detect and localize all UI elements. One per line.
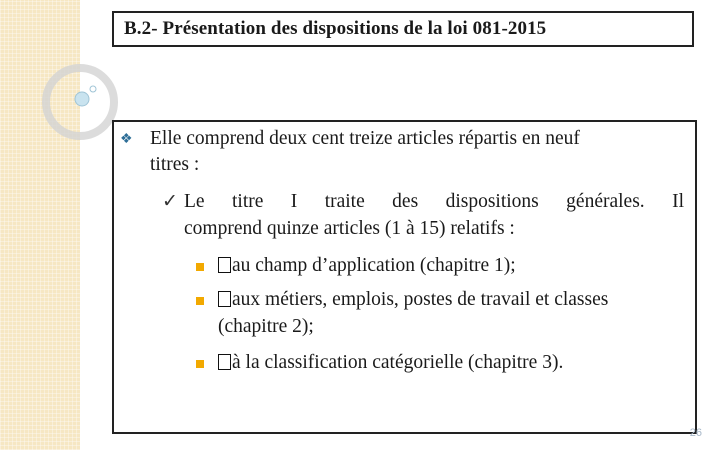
list-item-1-text: au champ d’application (chapitre 1); bbox=[232, 255, 516, 276]
list-item-1 bbox=[218, 254, 516, 278]
word: traite bbox=[324, 191, 365, 212]
subpoint-line-2: comprend quinze articles (1 à 15) relatifs : bbox=[184, 218, 515, 239]
list-item-3-text: à la classification catégorielle (chapitre 3). bbox=[232, 352, 564, 373]
square-bullet-icon bbox=[196, 297, 204, 305]
page-number: 26 bbox=[689, 427, 702, 439]
word: I bbox=[290, 191, 298, 212]
slide-title: B.2- Présentation des dispositions de la loi 081-2015 bbox=[124, 18, 547, 39]
word: dispositions bbox=[445, 191, 539, 212]
paragraph-line-2: titres : bbox=[150, 154, 200, 175]
list-item-2-continuation: (chapitre 2); bbox=[218, 316, 314, 337]
checkmark-icon: ✓ bbox=[162, 191, 178, 212]
content-box bbox=[112, 120, 697, 434]
list-item-2 bbox=[218, 288, 608, 312]
word: des bbox=[392, 191, 419, 212]
small-bubble bbox=[75, 92, 89, 106]
missing-glyph-icon bbox=[218, 291, 231, 307]
missing-glyph-icon bbox=[218, 257, 231, 273]
word: Il bbox=[672, 191, 684, 212]
paragraph-line-1: Elle comprend deux cent treize articles répartis en neuf bbox=[150, 128, 580, 149]
square-bullet-icon bbox=[196, 263, 204, 271]
missing-glyph-icon bbox=[218, 354, 231, 370]
tiny-bubble bbox=[90, 86, 96, 92]
diamond-bullet-icon: ❖ bbox=[120, 132, 133, 147]
square-bullet-icon bbox=[196, 360, 204, 368]
word: générales. bbox=[566, 191, 645, 212]
list-item-2-text: aux métiers, emplois, postes de travail et classes bbox=[232, 289, 609, 310]
word: titre bbox=[231, 191, 264, 212]
title-box bbox=[112, 11, 694, 47]
list-item-3 bbox=[218, 351, 563, 375]
word: Le bbox=[184, 191, 205, 212]
decorative-rings bbox=[0, 0, 120, 160]
subpoint-line-1 bbox=[184, 190, 684, 214]
